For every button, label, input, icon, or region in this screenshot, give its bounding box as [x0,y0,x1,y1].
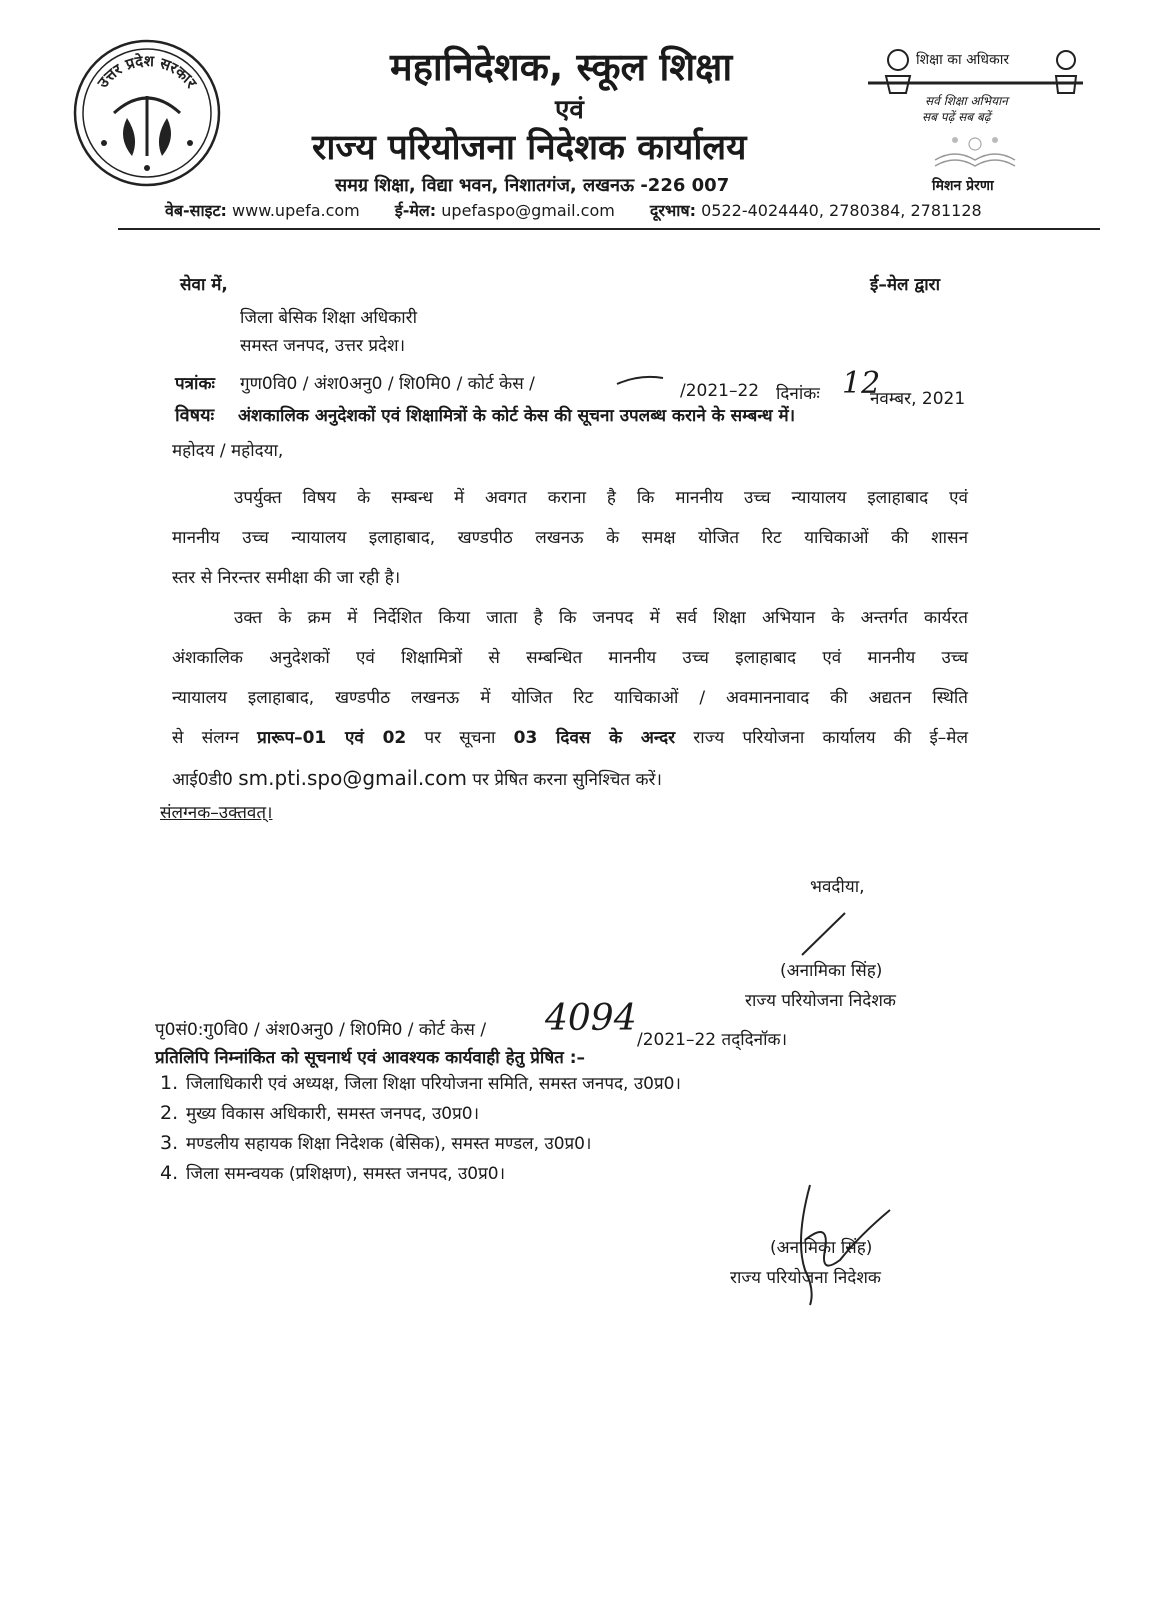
ssa-tagline-2: सब पढ़ें सब बढ़ें [922,110,991,124]
contact-line [165,199,982,221]
mission-prerna-logo: मिशन प्रेरणा [932,178,994,194]
copy-heading: प्रतिलिपि निम्नांकित को सूचनार्थ एवं आवश्यक कार्यवाही हेतु प्रेषित :– [155,1048,586,1068]
para1-line1: उपर्युक्त विषय के सम्बन्ध में अवगत कराना है कि माननीय उच्च न्यायालय इलाहाबाद एवं [234,488,968,508]
rte-logo [868,38,1088,98]
patrank-label: पत्रांकः [175,374,215,394]
ssa-tagline-1: सर्व शिक्षा अभियान [925,94,1008,108]
paragraph-2 [172,598,968,800]
website-link[interactable]: www.upefa.com [232,201,360,220]
letterhead-title-line1: महानिदेशक, स्कूल शिक्षा [390,45,733,89]
book-illustration [925,130,1025,172]
rte-logo-title: शिक्षा का अधिकार [916,52,1010,68]
handwritten-tick [615,372,665,392]
para2-line3: न्यायालय इलाहाबाद, खण्डपीठ लखनऊ में योजित रिट याचिकाओं / अवमाननावाद की अद्यतन स्थिति [172,688,968,708]
deadline-bold: 03 दिवस के अन्दर [513,728,676,748]
para1-line3: स्तर से निरन्तर समीक्षा की जा रही है। [172,568,401,588]
vishay-label: विषयः [175,405,215,426]
header-divider [118,228,1100,230]
recipient-line2: समस्त जनपद, उत्तर प्रदेश। [240,336,406,356]
para2-line2: अंशकालिक अनुदेशकों एवं शिक्षामित्रों से सम्बन्धित माननीय उच्च इलाहाबाद एवं माननीय उच्च [172,648,968,668]
letterhead-title-line2: एवं [555,95,584,125]
salutation: महोदय / महोदया, [172,441,284,461]
seva-mein: सेवा में, [180,275,228,295]
dinank-label: दिनांकः [776,384,820,404]
copy-ref-prefix: पृ0सं0:गु0वि0 / अंश0अनु0 / शि0मि0 / कोर्ट केस / [155,1020,487,1040]
website-label: वेब-साइट: [165,201,227,220]
patrank-value: गुण0वि0 / अंश0अनु0 / शि0मि0 / कोर्ट केस / [240,374,535,394]
para1-line2: माननीय उच्च न्यायालय इलाहाबाद, खण्डपीठ लखनऊ के समक्ष योजित रिट याचिकाओं की शासन [172,528,968,548]
copy-signatory-name: (अनामिका सिंह) [770,1238,873,1258]
submission-email[interactable]: sm.pti.spo@gmail.com [238,766,467,790]
delivery-mode: ई–मेल द्वारा [870,275,940,295]
list-item: 3. मण्डलीय सहायक शिक्षा निदेशक (बेसिक), समस्त मण्डल, उ0प्र0। [160,1132,592,1154]
signature-mark [800,910,850,964]
email-link[interactable]: upefaspo@gmail.com [441,201,615,220]
copy-signatory-designation: राज्य परियोजना निदेशक [730,1268,881,1288]
signatory-name: (अनामिका सिंह) [780,961,883,981]
recipient-line1: जिला बेसिक शिक्षा अधिकारी [240,308,418,328]
list-item: 2. मुख्य विकास अधिकारी, समस्त जनपद, उ0प्र0। [160,1102,480,1124]
prarup-bold: प्रारूप–01 एवं 02 [257,728,407,748]
paragraph-1 [172,478,968,598]
patrank-year: /2021–22 [680,381,760,401]
dinank-handwritten-day: 12 [842,366,881,401]
dinank-value: नवम्बर, 2021 [870,389,966,409]
email-label: ई-मेल: [394,201,437,220]
para2-line4: से संलग्न प्रारूप–01 एवं 02 पर सूचना 03 दिवस के अन्दर राज्य परियोजना कार्यालय की ई–मेल [172,728,968,748]
enclosure-note: संलग्नक–उक्तवत्। [160,803,273,823]
phone-number: 0522-4024440, 2780384, 2781128 [701,201,982,220]
copy-ref-suffix: /2021–22 तद्‌दिनॉक। [637,1030,788,1050]
para2-line1: उक्त के क्रम में निर्देशित किया जाता है कि जनपद में सर्व शिक्षा अभियान के अन्तर्गत कार्यरत [234,608,968,628]
copy-recipient-list [160,1068,681,1188]
signatory-designation: राज्य परियोजना निदेशक [745,991,896,1011]
para2-line5: आई0डी0 sm.pti.spo@gmail.com पर प्रेषित करना सुनिश्चित करें। [172,766,662,790]
phone-label: दूरभाष: [649,201,697,220]
letterhead-title-line3: राज्य परियोजना निदेशक कार्यालय [312,128,747,168]
list-item: 1. जिलाधिकारी एवं अध्यक्ष, जिला शिक्षा परियोजना समिति, समस्त जनपद, उ0प्र0। [160,1072,681,1094]
vishay-text: अंशकालिक अनुदेशकों एवं शिक्षामित्रों के कोर्ट केस की सूचना उपलब्ध कराने के सम्बन्ध में। [238,406,796,426]
svg-text:उत्तर प्रदेश सरकार: उत्तर प्रदेश सरकार [93,51,201,92]
copy-ref-number: 4094 [545,998,637,1039]
list-item: 4. जिला समन्वयक (प्रशिक्षण), समस्त जनपद, उ0प्र0। [160,1162,506,1184]
up-government-emblem [72,38,222,188]
closing: भवदीया, [810,877,865,897]
letterhead-address: समग्र शिक्षा, विद्या भवन, निशातगंज, लखनऊ -226 007 [335,175,730,196]
